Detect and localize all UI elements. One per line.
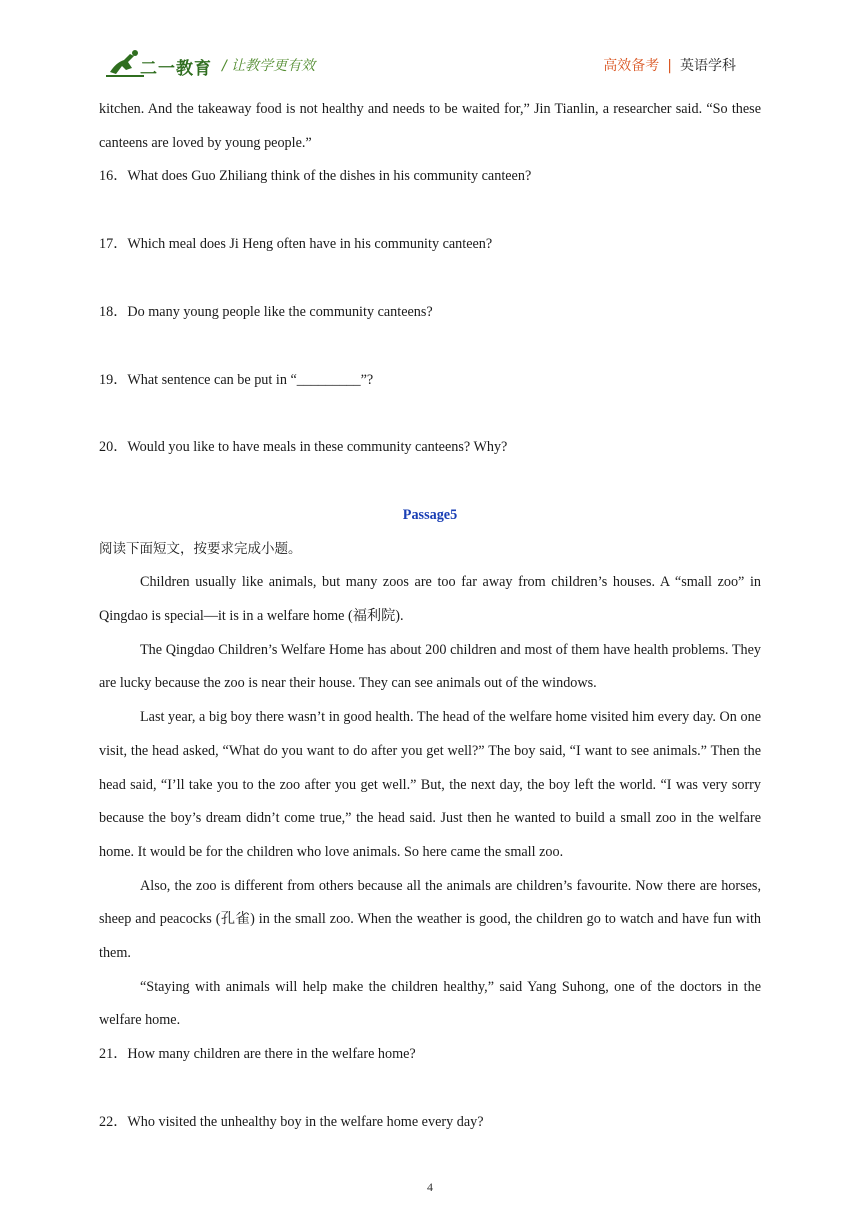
header-label: 高效备考 — [603, 58, 660, 74]
paragraph: Also, the zoo is different from others because all the animals are children’s favourite. Now there are horses, sheep and peacocks (孔雀) in the small zoo. When the weather is good, the children go to watch and have fun with them. — [99, 877, 761, 962]
instruction: 阅读下面短文，按要求完成小题。 — [99, 540, 302, 557]
question-18: 18．Do many young people like the community canteens? — [99, 303, 433, 320]
passage-title: Passage5 — [402, 506, 458, 523]
question-17: 17．Which meal does Ji Heng often have in his community canteen? — [99, 236, 493, 253]
continued-paragraph: kitchen. And the takeaway food is not healthy and needs to be waited for,” Jin Tianlin, a researcher said. “So these canteens are loved by young people.” — [99, 101, 761, 151]
paragraph: Children usually like animals, but many zoos are too far away from children’s houses. A “small zoo” in Qingdao is special—it is in a welfare home (福利院). — [99, 574, 761, 625]
header-subject: 英语学科 — [680, 58, 736, 74]
question-21: 21．How many children are there in the welfare home? — [99, 1046, 416, 1063]
page-header — [0, 0, 860, 90]
question-19: 19．What sentence can be put in “_________”? — [99, 371, 374, 388]
header-right — [603, 55, 736, 75]
logo-text: 二一教育 — [140, 59, 212, 79]
answer-space — [99, 330, 761, 364]
header-separator: | — [667, 58, 672, 74]
question-22: 22．Who visited the unhealthy boy in the welfare home every day? — [99, 1113, 484, 1130]
paragraph: The Qingdao Children’s Welfare Home has about 200 children and most of them have health problems. They are lucky because the zoo is near their house. They can see animals out of the windows. — [99, 641, 761, 692]
document-body — [99, 93, 761, 1140]
answer-space — [99, 397, 761, 431]
answer-space — [99, 194, 761, 228]
answer-space — [99, 262, 761, 296]
answer-space — [99, 1072, 761, 1106]
answer-space — [99, 465, 761, 499]
paragraph: Last year, a big boy there wasn’t in good health. The head of the welfare home visited him every day. On one visit, the head asked, “What do you want to do after you get well?” The boy said, “I want to see animals.” Then the head said, “I’ll take you to the zoo after you get well.” But, the next day, the boy left the world. “I was very sorry because the boy’s dream didn’t come true,” the head said. Just then he wanted to build a small zoo in the welfare home. It would be for the children who love animals. So here came the small zoo. — [99, 709, 761, 860]
question-20: 20．Would you like to have meals in these community canteens? Why? — [99, 439, 508, 456]
question-16: 16．What does Guo Zhiliang think of the dishes in his community canteen? — [99, 168, 532, 185]
paragraph: “Staying with animals will help make the children healthy,” said Yang Suhong, one of the doctors in the welfare home. — [99, 978, 761, 1029]
header-slogan: / 让教学更有效 — [222, 58, 316, 74]
page-number: 4 — [427, 1180, 433, 1194]
